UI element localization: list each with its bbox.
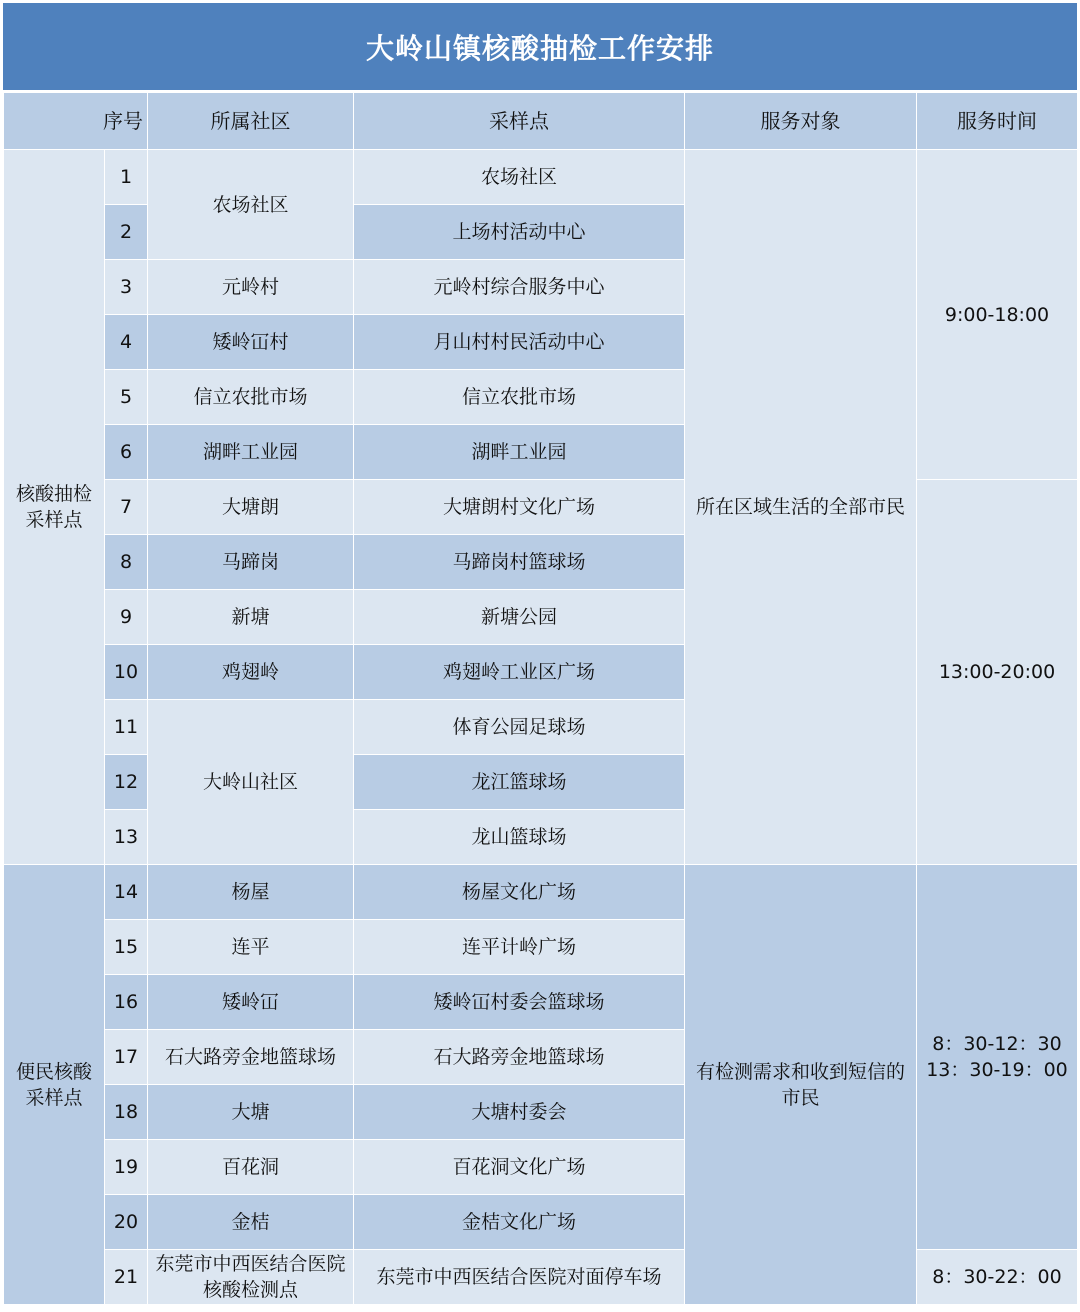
schedule-table: [3, 92, 1078, 1305]
site-cell: 百花洞文化广场: [354, 1140, 685, 1195]
site-cell: 湖畔工业园: [354, 425, 685, 480]
row-number: 14: [105, 865, 148, 920]
table-row: [4, 480, 1078, 535]
header-community: 所属社区: [148, 93, 354, 150]
row-number: 6: [105, 425, 148, 480]
community-cell: 信立农批市场: [148, 370, 354, 425]
header-row: [4, 93, 1078, 150]
header-site: 采样点: [354, 93, 685, 150]
row-number: 21: [105, 1250, 148, 1305]
community-cell: 马蹄岗: [148, 535, 354, 590]
community-cell: 大塘: [148, 1085, 354, 1140]
site-cell: 龙山篮球场: [354, 810, 685, 865]
community-cell: 新塘: [148, 590, 354, 645]
row-number: 15: [105, 920, 148, 975]
row-number: 20: [105, 1195, 148, 1250]
site-cell: 农场社区: [354, 150, 685, 205]
community-cell: 矮岭冚: [148, 975, 354, 1030]
table-row: [4, 150, 1078, 205]
service-time-2: 13:00-20:00: [917, 480, 1078, 865]
site-cell: 大塘村委会: [354, 1085, 685, 1140]
row-number: 2: [105, 205, 148, 260]
site-cell: 大塘朗村文化广场: [354, 480, 685, 535]
site-cell: 金桔文化广场: [354, 1195, 685, 1250]
site-cell: 马蹄岗村篮球场: [354, 535, 685, 590]
row-number: 4: [105, 315, 148, 370]
site-cell: 杨屋文化广场: [354, 865, 685, 920]
site-cell: 新塘公园: [354, 590, 685, 645]
site-cell: 元岭村综合服务中心: [354, 260, 685, 315]
site-cell: 石大路旁金地篮球场: [354, 1030, 685, 1085]
row-number: 13: [105, 810, 148, 865]
community-cell: 大岭山社区: [148, 700, 354, 865]
community-cell: 湖畔工业园: [148, 425, 354, 480]
header-time: 服务时间: [917, 93, 1078, 150]
service-time-1: 9:00-18:00: [917, 150, 1078, 480]
row-number: 5: [105, 370, 148, 425]
service-time-3: 8：30-12：30 13：30-19：00: [917, 865, 1078, 1250]
group-label-convenience: 便民核酸 采样点: [4, 865, 105, 1305]
community-cell: 大塘朗: [148, 480, 354, 535]
row-number: 8: [105, 535, 148, 590]
site-cell: 矮岭冚村委会篮球场: [354, 975, 685, 1030]
service-target-1: 所在区域生活的全部市民: [685, 150, 917, 865]
service-time-4: 8：30-22：00: [917, 1250, 1078, 1305]
community-cell: 元岭村: [148, 260, 354, 315]
row-number: 3: [105, 260, 148, 315]
row-number: 17: [105, 1030, 148, 1085]
community-cell: 石大路旁金地篮球场: [148, 1030, 354, 1085]
row-number: 18: [105, 1085, 148, 1140]
community-cell: 鸡翅岭: [148, 645, 354, 700]
table-row: [4, 1250, 1078, 1305]
community-cell: 杨屋: [148, 865, 354, 920]
site-cell: 信立农批市场: [354, 370, 685, 425]
row-number: 11: [105, 700, 148, 755]
header-target: 服务对象: [685, 93, 917, 150]
service-target-2: 有检测需求和收到短信的市民: [685, 865, 917, 1305]
page-title: 大岭山镇核酸抽检工作安排: [3, 3, 1077, 92]
community-cell: 矮岭冚村: [148, 315, 354, 370]
site-cell: 上场村活动中心: [354, 205, 685, 260]
site-cell: 体育公园足球场: [354, 700, 685, 755]
community-cell: 东莞市中西医结合医院核酸检测点: [148, 1250, 354, 1305]
header-seq: 序号: [4, 93, 148, 150]
group-label-sampling: 核酸抽检 采样点: [4, 150, 105, 865]
row-number: 19: [105, 1140, 148, 1195]
row-number: 9: [105, 590, 148, 645]
site-cell: 月山村村民活动中心: [354, 315, 685, 370]
row-number: 7: [105, 480, 148, 535]
site-cell: 东莞市中西医结合医院对面停车场: [354, 1250, 685, 1305]
row-number: 16: [105, 975, 148, 1030]
community-cell: 百花洞: [148, 1140, 354, 1195]
row-number: 10: [105, 645, 148, 700]
row-number: 1: [105, 150, 148, 205]
community-cell: 金桔: [148, 1195, 354, 1250]
schedule-sheet: [3, 3, 1077, 1305]
table-row: [4, 865, 1078, 920]
site-cell: 龙江篮球场: [354, 755, 685, 810]
community-cell: 农场社区: [148, 150, 354, 260]
site-cell: 连平计岭广场: [354, 920, 685, 975]
site-cell: 鸡翅岭工业区广场: [354, 645, 685, 700]
community-cell: 连平: [148, 920, 354, 975]
row-number: 12: [105, 755, 148, 810]
